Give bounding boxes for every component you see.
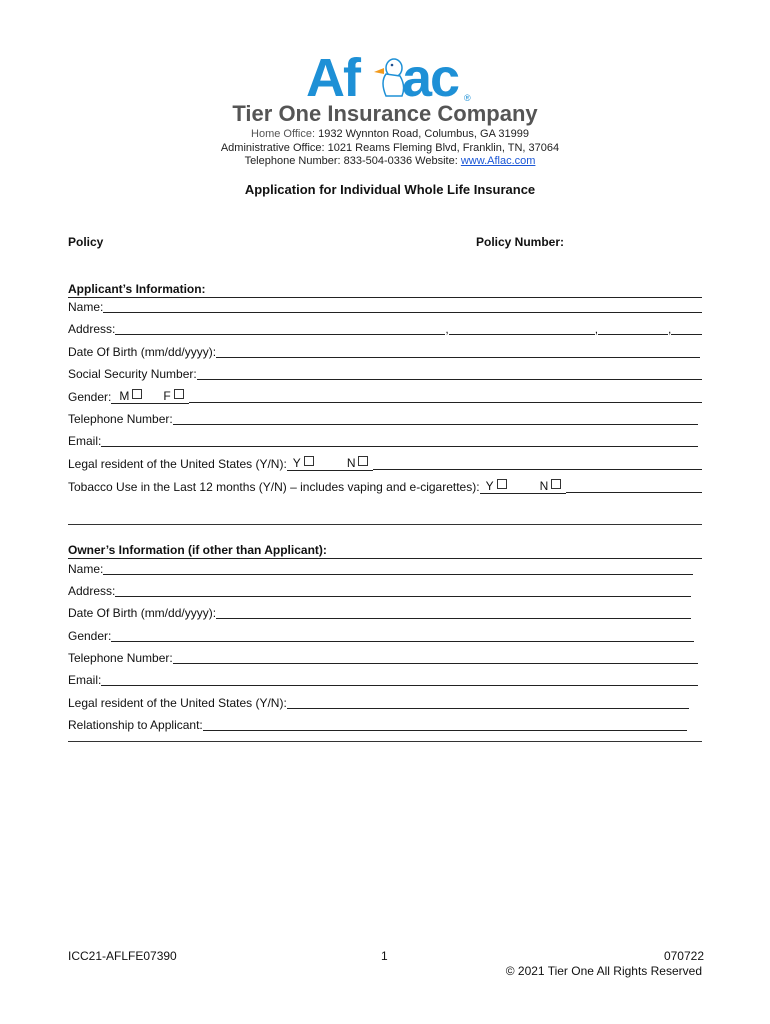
applicant-telephone-field[interactable] (68, 412, 698, 426)
telephone-line: Telephone Number: 833-504-0336 Website: (244, 155, 461, 167)
home-office-label: Home Office: (251, 128, 316, 140)
tobacco-no-checkbox[interactable] (551, 479, 561, 489)
applicant-email-label: Email: (68, 434, 102, 448)
applicant-heading: Applicant’s Information: (68, 282, 702, 298)
policy-number-label: Policy Number: (476, 235, 565, 249)
owner-relationship-label: Relationship to Applicant: (68, 718, 203, 732)
applicant-address-label: Address: (68, 322, 116, 336)
applicant-dob-field[interactable] (68, 345, 700, 359)
home-office-address: 1932 Wynnton Road, Columbus, GA 31999 (318, 128, 529, 140)
applicant-ssn-input[interactable] (197, 367, 702, 380)
owner-email-label: Email: (68, 673, 102, 687)
gender-m-checkbox[interactable] (132, 389, 142, 399)
applicant-name-field[interactable] (68, 300, 702, 314)
owner-heading: Owner’s Information (if other than Applicant): (68, 543, 702, 559)
svg-text:ac: ac (402, 48, 459, 106)
duck-logo-icon (306, 46, 476, 106)
applicant-zip-input[interactable] (671, 322, 702, 335)
resident-no-option[interactable]: N (319, 456, 374, 471)
applicant-tobacco-field (68, 479, 702, 494)
owner-legal-resident-field[interactable] (68, 696, 689, 710)
aflac-logo (306, 46, 471, 106)
gender-f-option[interactable]: F (147, 389, 188, 404)
owner-email-input[interactable] (101, 673, 698, 686)
applicant-email-field[interactable] (68, 434, 698, 448)
home-office-line (0, 128, 770, 140)
applicant-email-input[interactable] (101, 434, 698, 447)
tobacco-yes-option[interactable]: Y (480, 479, 512, 494)
owner-dob-input[interactable] (216, 606, 691, 619)
applicant-street-input[interactable] (115, 322, 445, 335)
owner-legal-resident-label: Legal resident of the United States (Y/N): (68, 696, 287, 710)
owner-telephone-label: Telephone Number: (68, 651, 173, 665)
applicant-gender-label: Gender: (68, 390, 112, 404)
applicant-dob-input[interactable] (216, 345, 700, 358)
logo-wordmark: Af (306, 48, 359, 106)
svg-text:®: ® (464, 93, 471, 103)
owner-address-label: Address: (68, 584, 116, 598)
owner-address-field[interactable] (68, 584, 691, 598)
website-link[interactable]: www.Aflac.com (460, 155, 536, 167)
admin-office-line: Administrative Office: 1021 Reams Fleming Blvd, Franklin, TN, 37064 (220, 142, 560, 154)
owner-name-field[interactable] (68, 562, 693, 576)
tobacco-yes-checkbox[interactable] (497, 479, 507, 489)
owner-gender-input[interactable] (111, 629, 694, 642)
applicant-city-input[interactable] (449, 322, 595, 335)
company-name: Tier One Insurance Company (232, 101, 538, 126)
section-end-divider (68, 741, 702, 742)
page-number: 1 (381, 949, 388, 963)
applicant-legal-resident-field (68, 456, 702, 471)
form-title: Application for Individual Whole Life Insurance (244, 182, 536, 197)
owner-relationship-input[interactable] (203, 718, 687, 731)
date-code: 070722 (663, 949, 704, 963)
owner-name-label: Name: (68, 562, 104, 576)
owner-address-input[interactable] (115, 584, 691, 597)
applicant-address-field[interactable]: Address: , , , (68, 322, 702, 336)
resident-yes-option[interactable]: Y (287, 456, 319, 471)
owner-gender-field[interactable] (68, 629, 694, 643)
applicant-ssn-field[interactable] (68, 367, 702, 381)
applicant-name-label: Name: (68, 300, 104, 314)
owner-legal-resident-input[interactable] (287, 696, 689, 709)
form-code: ICC21-AFLFE07390 (68, 949, 177, 963)
section-divider (68, 524, 702, 525)
gender-f-checkbox[interactable] (174, 389, 184, 399)
applicant-dob-label: Date Of Birth (mm/dd/yyyy): (68, 345, 217, 359)
applicant-name-input[interactable] (103, 300, 702, 313)
copyright: © 2021 Tier One All Rights Reserved (505, 964, 702, 978)
owner-telephone-input[interactable] (173, 651, 698, 664)
owner-gender-label: Gender: (68, 629, 112, 643)
applicant-telephone-label: Telephone Number: (68, 412, 173, 426)
policy-label: Policy (68, 235, 104, 249)
resident-yes-checkbox[interactable] (304, 456, 314, 466)
gender-m-option[interactable]: M (111, 389, 147, 404)
applicant-legal-resident-label: Legal resident of the United States (Y/N): (68, 457, 287, 471)
owner-email-field[interactable] (68, 673, 698, 687)
applicant-ssn-label: Social Security Number: (68, 367, 197, 381)
tobacco-no-option[interactable]: N (512, 479, 567, 494)
applicant-telephone-input[interactable] (173, 412, 698, 425)
owner-telephone-field[interactable] (68, 651, 698, 665)
resident-no-checkbox[interactable] (358, 456, 368, 466)
telephone-website-line (0, 155, 770, 167)
applicant-state-input[interactable] (598, 322, 668, 335)
owner-dob-label: Date Of Birth (mm/dd/yyyy): (68, 606, 217, 620)
owner-name-input[interactable] (103, 562, 693, 575)
owner-relationship-field[interactable] (68, 718, 687, 732)
owner-dob-field[interactable] (68, 606, 691, 620)
applicant-gender-field (68, 389, 702, 404)
applicant-tobacco-label: Tobacco Use in the Last 12 months (Y/N) – includes vaping and e-cigarettes): (68, 480, 480, 494)
